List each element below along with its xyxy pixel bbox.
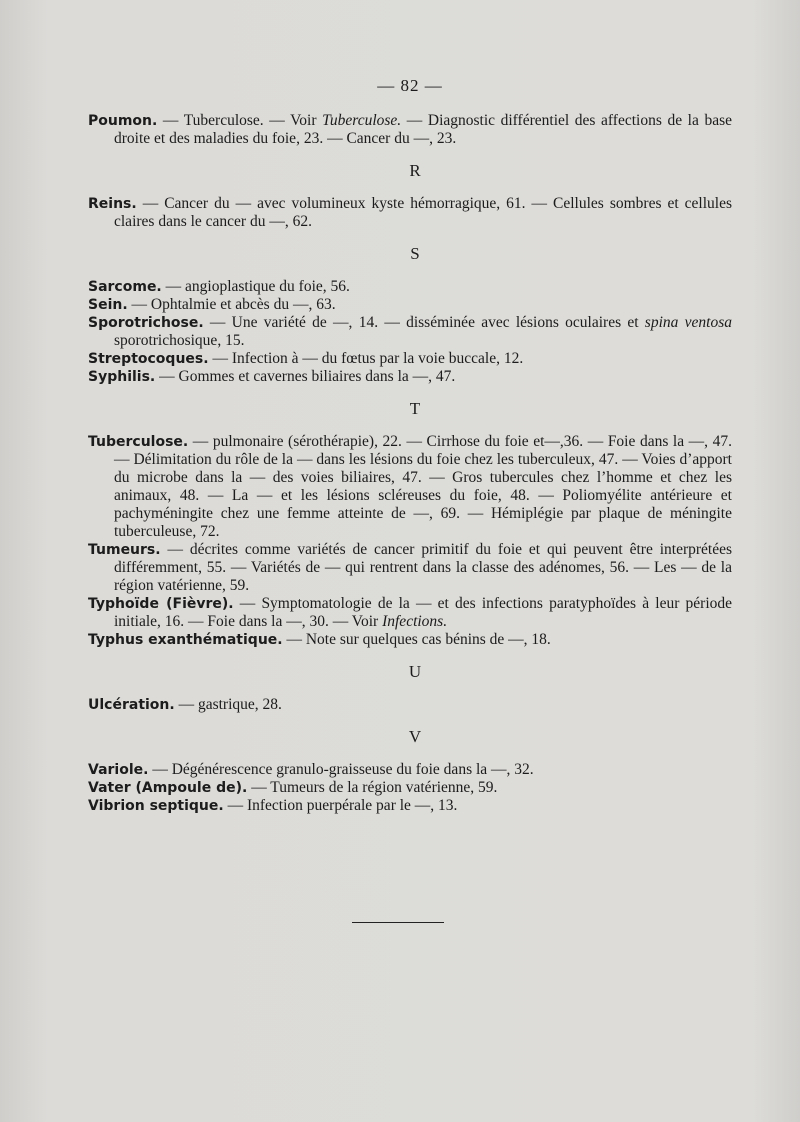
section-v: [88, 728, 732, 815]
section-letter: U: [408, 662, 422, 681]
entry-italic: Tuberculose.: [322, 112, 402, 129]
index-entry: [88, 541, 732, 595]
index-entry: [88, 797, 732, 815]
entry-text-2: — Diagnostic différentiel des affections de la base droite et des maladies du foie, 23. — Cancer du —, 23.: [114, 112, 732, 147]
section-r: [88, 162, 732, 231]
closing-rule: [352, 922, 444, 923]
index-entry: [88, 278, 732, 296]
index-entry: [88, 779, 732, 797]
entry-term: Vibrion septique.: [88, 798, 224, 814]
page-number: — 82 —: [377, 76, 443, 95]
index-entry: [88, 112, 732, 148]
entry-text: — Cancer du — avec volumineux kyste hémorragique, 61. — Cellules sombres et cellules claires dans le cancer du —, 62.: [114, 195, 732, 230]
entry-term: Ulcération.: [88, 697, 175, 713]
index-entry: [88, 696, 732, 714]
index-entry: [88, 195, 732, 231]
index-entry: [88, 314, 732, 350]
section-letter: S: [410, 244, 420, 263]
entry-term: Streptocoques.: [88, 351, 209, 367]
entry-italic: Infections.: [382, 613, 448, 630]
entry-italic: spina ventosa: [644, 314, 732, 331]
entry-text: — décrites comme variétés de cancer primitif du foie et qui peuvent être interprétées différemment, 55. — Variétés de — qui rentrent dans la classe des adénomes, 56. — Les — de la région vatérienne, 59.: [114, 541, 732, 594]
index-entry: [88, 350, 732, 368]
entry-text: — Infection puerpérale par le —, 13.: [223, 797, 458, 814]
entry-text: — Tuberculose. — Voir: [157, 112, 323, 129]
entry-term: Syphilis.: [88, 369, 156, 385]
entry-term: Sarcome.: [88, 279, 162, 295]
section-letter: V: [408, 727, 422, 746]
section-u: [88, 663, 732, 714]
entry-text: — Une variété de —, 14. — disséminée avec lésions oculaires et: [203, 314, 645, 331]
entry-text-2: sporotrichosique, 15.: [114, 332, 245, 349]
entry-term: Variole.: [88, 762, 149, 778]
entry-term: Typhoïde (Fièvre).: [88, 596, 234, 612]
index-entry: [88, 595, 732, 631]
section-letter: R: [409, 161, 421, 180]
entry-term: Sporotrichose.: [88, 315, 204, 331]
index-entry: [88, 296, 732, 314]
entry-term: Tumeurs.: [88, 542, 161, 558]
entry-text: — Tumeurs de la région vatérienne, 59.: [247, 779, 498, 796]
entry-text: — Ophtalmie et abcès du —, 63.: [127, 296, 336, 313]
entry-text: — pulmonaire (sérothérapie), 22. — Cirrhose du foie et—,36. — Foie dans la —, 47. — Délimitation du rôle de la — dans les lésions du foie chez les tuberculeux, 47. — Voies d’apport du microbe dans la — des voies biliaires, 47. — Gros tubercules chez l’homme et chez les animaux, 48. — La — et les lésions scléreuses du foie, 48. — Poliomyélite antérieure et pachyméningite chez une femme atteinte de —, 69. — Hémiplégie par plaque de méningite tuberculeuse, 72.: [114, 433, 732, 540]
entry-term: Reins.: [88, 196, 137, 212]
index-entry: [88, 368, 732, 386]
entry-text: — angioplastique du foie, 56.: [161, 278, 350, 295]
section-letter: T: [409, 399, 421, 418]
section-s: [88, 245, 732, 386]
entry-term: Poumon.: [88, 113, 158, 129]
index-entry: [88, 631, 732, 649]
entry-text: — gastrique, 28.: [174, 696, 282, 713]
entry-text: — Gommes et cavernes biliaires dans la —, 47.: [155, 368, 456, 385]
section-p: [88, 112, 732, 148]
entry-term: Tuberculose.: [88, 434, 189, 450]
entry-text: — Symptomatologie de la — et des infections paratyphoïdes à leur période initiale, 16. — Foie dans la —, 30. — Voir: [114, 595, 733, 630]
entry-text: — Infection à — du fœtus par la voie buccale, 12.: [208, 350, 524, 367]
entry-term: Vater (Ampoule de).: [88, 780, 248, 796]
entry-term: Typhus exanthématique.: [88, 632, 283, 648]
section-t: [88, 400, 732, 649]
index-content: [88, 112, 732, 815]
entry-text: — Note sur quelques cas bénins de —, 18.: [282, 631, 551, 648]
entry-term: Sein.: [88, 297, 128, 313]
index-entry: [88, 433, 732, 541]
index-entry: [88, 761, 732, 779]
entry-text: — Dégénérescence granulo-graisseuse du foie dans la —, 32.: [148, 761, 534, 778]
